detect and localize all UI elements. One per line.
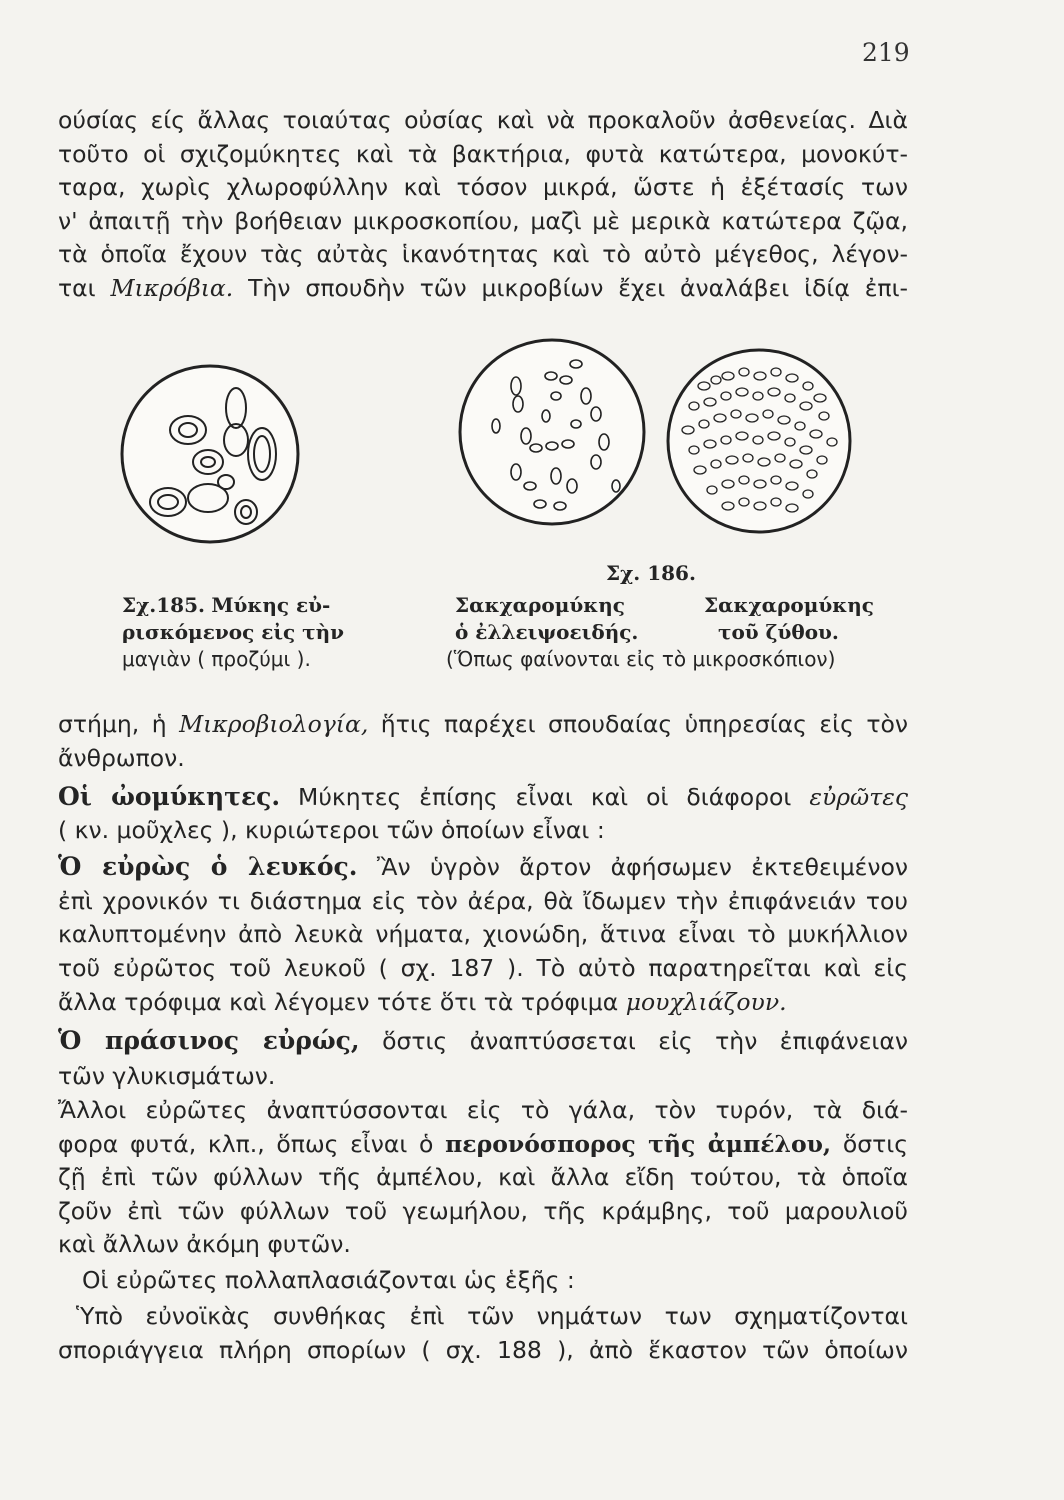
italic-term-mikrobia: Μικρόβια. xyxy=(110,273,234,302)
bold-term-peronospora: περονόσπορος τῆς ἀμπέλου, xyxy=(445,1129,832,1158)
text-line: καὶ ἄλλων ἀκόμη φυτῶν. xyxy=(58,1230,351,1258)
italic-term-eurotes: εὐρῶτες xyxy=(809,783,908,811)
text-line: ζῇ ἐπὶ τῶν φύλλων τῆς ἀμπέλου, καὶ ἄλλα εἴδη τούτου, τὰ ὁποῖα xyxy=(58,1163,908,1191)
paragraph-1 xyxy=(58,104,908,305)
text-line: καλυπτομένην ἀπὸ λευκὰ νήματα, χιονώδη, ἅτινα εἶναι τὸ μυκήλλιον xyxy=(58,920,908,948)
heading-oomycetes: Οἱ ὠομύκητες. xyxy=(58,782,281,811)
paragraph-5 xyxy=(58,1024,908,1059)
page-number: 219 xyxy=(862,38,910,67)
text-line xyxy=(58,850,908,885)
figure-186-label xyxy=(606,560,696,587)
text-line: Οἱ εὐρῶτες πολλαπλασιάζονται ὡς ἑξῆς : xyxy=(82,1266,575,1294)
figure-caption-line: Σακχαρομύκης xyxy=(455,593,625,617)
figure-label: Σχ.185. xyxy=(122,593,205,617)
text-line xyxy=(58,1024,908,1059)
text-fragment: ἥτις παρέχει σπουδαίας ὑπηρεσίας εἰς τὸν xyxy=(380,710,908,738)
text-fragment: φορα φυτά, κλπ., ὅπως εἶναι ὁ xyxy=(58,1129,434,1158)
figure-caption-line: ὁ ἐλλειψοειδής. xyxy=(455,620,639,644)
text-line: σποριάγγεια πλήρη σπορίων ( σχ. 188 ), ἀπὸ ἕκαστον τῶν ὁποίων xyxy=(58,1336,908,1364)
paragraph-4 xyxy=(58,850,908,985)
paragraph-3 xyxy=(58,780,908,815)
text-line xyxy=(58,272,908,306)
text-line xyxy=(58,780,908,815)
text-line xyxy=(58,1128,908,1162)
text-fragment: Τὴν σπουδὴν τῶν μικροβίων ἔχει ἀναλάβει ἰδίᾳ ἐπι- xyxy=(248,273,908,302)
italic-term-mouchliazoun: μουχλιάζουν. xyxy=(625,988,787,1016)
text-line: ταρα, χωρὶς χλωροφύλλην καὶ τόσον μικρά, ὥστε ἡ ἐξέτασίς των xyxy=(58,173,908,201)
text-line: ούσίας είς ἄλλας τοιαύτας οὐσίας καὶ νὰ προκαλοῦν ἀσθενείας. Διὰ xyxy=(58,106,908,134)
paragraph-6 xyxy=(58,1094,908,1228)
figure-caption-bold: Μύκης εὐ- xyxy=(211,593,331,617)
figure-caption-line: μαγιὰν ( προζύμι ). xyxy=(122,647,311,671)
text-fragment: Μύκητες ἐπίσης εἶναι καὶ οἱ διάφοροι xyxy=(298,783,792,811)
text-line: τοῦ εὐρῶτος τοῦ λευκοῦ ( σχ. 187 ). Τὸ αὐτὸ παρατηρεῖται καὶ εἰς xyxy=(58,953,908,982)
figure-186-ellipsoid-yeast-illustration xyxy=(456,336,648,528)
text-line: Ὑπὸ εὐνοϊκὰς συνθήκας ἐπὶ τῶν νημάτων των σχηματίζονται xyxy=(76,1302,908,1330)
heading-green-mold: Ὁ πράσινος εὐρώς, xyxy=(58,1026,360,1055)
text-line xyxy=(58,708,908,742)
text-fragment: ὅστις xyxy=(842,1129,908,1158)
paragraph-2 xyxy=(58,708,908,742)
text-fragment: ται xyxy=(58,273,96,302)
text-line: Ἄλλοι εὐρῶτες ἀναπτύσσονται εἰς τὸ γάλα, τὸν τυρόν, τὰ διά- xyxy=(58,1096,908,1124)
text-line: ζοῦν ἐπὶ τῶν φύλλων τοῦ γεωμήλου, τῆς κράμβης, τοῦ μαρουλιοῦ xyxy=(58,1196,908,1225)
text-line: τῶν γλυκισμάτων. xyxy=(58,1062,276,1090)
text-line: τὰ ὁποῖα ἔχουν τὰς αὐτὰς ἱκανότητας καὶ τὸ αὐτὸ μέγεθος, λέγον- xyxy=(58,240,908,268)
figure-186-left-caption xyxy=(455,592,638,646)
text-line: ( κν. μοῦχλες ), κυριώτεροι τῶν ὁποίων εἶναι : xyxy=(58,816,605,844)
text-fragment: στήμη, ἡ xyxy=(58,710,167,738)
text-line xyxy=(58,986,908,1020)
text-line: ἄνθρωπον. xyxy=(58,744,185,772)
text-line: τοῦτο οἱ σχιζομύκητες καὶ τὰ βακτήρια, φυτὰ κατώτερα, μονοκύτ- xyxy=(58,139,908,168)
text-fragment: ὅστις ἀναπτύσσεται εἰς τὴν ἐπιφάνειαν xyxy=(382,1027,908,1055)
figure-label: Σχ. 186. xyxy=(606,561,696,585)
figure-caption-line: ρισκόμενος εἰς τὴν xyxy=(122,620,345,644)
figure-caption-line: Σακχαρομύκης xyxy=(704,593,874,617)
text-line: ἐπὶ χρονικόν τι διάστημα εἰς τὸν ἀέρα, θὰ ἴδωμεν τὴν ἐπιφάνειάν του xyxy=(58,886,908,915)
figure-caption-line: τοῦ ζύθου. xyxy=(718,620,839,644)
figure-186-beer-yeast-illustration xyxy=(664,346,854,536)
figure-185-caption xyxy=(122,592,344,673)
text-fragment: ἄλλα τρόφιμα καὶ λέγομεν τότε ὅτι τὰ τρόφιμα xyxy=(58,988,619,1016)
text-fragment: Ἂν ὑγρὸν ἄρτον ἀφήσωμεν ἐκτεθειμένον xyxy=(376,853,908,881)
figure-186-note: (Ὅπως φαίνονται εἰς τὸ μικροσκόπιον) xyxy=(446,647,836,671)
figure-186-right-caption xyxy=(704,592,874,646)
paragraph-8 xyxy=(76,1300,908,1334)
text-line: ν' ἀπαιτῇ τὴν βοήθειαν μικροσκοπίου, μαζὶ μὲ μερικὰ κατώτερα ζῷα, xyxy=(58,206,908,235)
paragraph-8-line-2 xyxy=(58,1334,908,1368)
figure-185-yeast-illustration xyxy=(118,362,302,546)
heading-white-mold: Ὁ εὐρὼς ὁ λευκός. xyxy=(58,852,358,881)
italic-term-mikrobiologia: Μικροβιολογία, xyxy=(179,710,369,738)
